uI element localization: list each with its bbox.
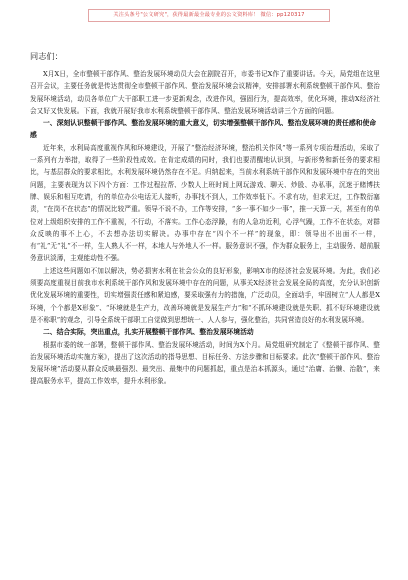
paragraph-intro: X月X日，全市整顿干部作风、整治发展环境动员大会在剧院召开，市委书记X作了重要讲话。今天，局党组在这里召开会议，主要任务就是传达贯彻全市整顿干部作风、整治发展环境会议精神，安排部署水利系统整顿干部作风、整治发展环境活动，动员各单位广大干部职工进一步更新观念，改进作风，强固行为，提高效率，优化环境，推动X经济社会又好又快发展。下面，我就开展好我市水利系统整顿干部作风、整治发展环境活动讲三个方面的问题。: [30, 70, 380, 115]
section-heading-1: 一、深刻认识整顿干部作风、整治发展环境的重大意义，切实增强整顿干部作风、整治发展环境的责任感和使命感: [30, 119, 377, 140]
document-body: [30, 50, 380, 388]
section-heading-2: 二、结合实际，突出重点，扎实开展整顿干部作风、整治发展环境活动: [43, 328, 254, 337]
paragraph-deployment: 根据市委的统一部署，整顿干部作风、整治发展环境活动，时间为X个月。局党组研究制定了《整顿干部作风、整治发展环境活动实施方案》，提出了这次活动的指导思想、目标任务、方法步骤和目标要求。此次“整顿干部作风、整治发展环境”活动要从群众反映最强烈、最突出、最集中的问题抓起，重点是治本抓源头，通过“治庸、治懒、治散”，来提高服务水平，提高工作效率，提升水利形象。: [30, 340, 380, 386]
salutation: 同志们：: [30, 51, 63, 61]
promo-banner: 关注头条号"公文研究"，获得最新最全最专业的公文资料库！ 微信：pp120317: [88, 9, 330, 22]
paragraph-problems: 近年来，水利局高度重视作风和环境建设，开展了“整治经济环境，整治机关作风”等一系列专项治理活动，采取了一系列有力举措，取得了一些阶段性成效。在肯定成绩的同时，我们也要清醒地认识到，与新形势和新任务的要求相比，与基层群众的要求相比，水利发展环境仍然存在不足。归纳起来，当前水利系统干部作风和发展环境中存在的突出问题，主要表现为以下四个方面：工作过程拉帮、少数人上班时间上网玩游戏、聊天、炒股、办私事，沉迷于赌博扶牌、娱乐和相互吃请，有的单位办公电话无人接听，办事找不到人，工作效率低下。不求有功，但求无过，工作数衍塞责，“在岗不在状态”的情况比较严重。领导不说不办，工作等安排，“多一事不如少一事”，推一天算一天，甚至有的单位对上级组织安排的工作不重视，不行动，不落实。工作心态浮躁，有的人急功近利，心浮气躁，工作不在状态，对群众反映的事不上心，不去想办法切实解决。办事中存在“四个不一样”的现象，即：领导出不出面不一样，有“礼”无“礼”不一样，生人熟人不一样，本地人与外地人不一样。服务意识不强，作为群众服务上，主动服务、超前服务意识淡薄，主观能动性不强。: [30, 143, 380, 263]
paragraph-solutions: 上述这些问题如不加以解决，势必损害水利在社会公众的良好形象，影响X市的经济社会发展环境。为此，我们必须要高度重视目前我市水利系统干部作风和发展环境中存在的问题，从事关X经济社会发展全局的高度，充分认识创新优化发展环境的重要性，切实增强责任感和紧迫感，要采取强有力的措施，广泛动员，全面动手，牢固树立“人人都是X环境，个个都是X形象”、“环境就是生产力，改善环境就是发展生产力”和“不抓环境建设就是失职、抓不好环境建设就是不称职”的观念，引导全系统干部职工自觉做到思想统一、人人参与，强化整治，共同营造良好的水利发展环境。: [30, 266, 380, 324]
